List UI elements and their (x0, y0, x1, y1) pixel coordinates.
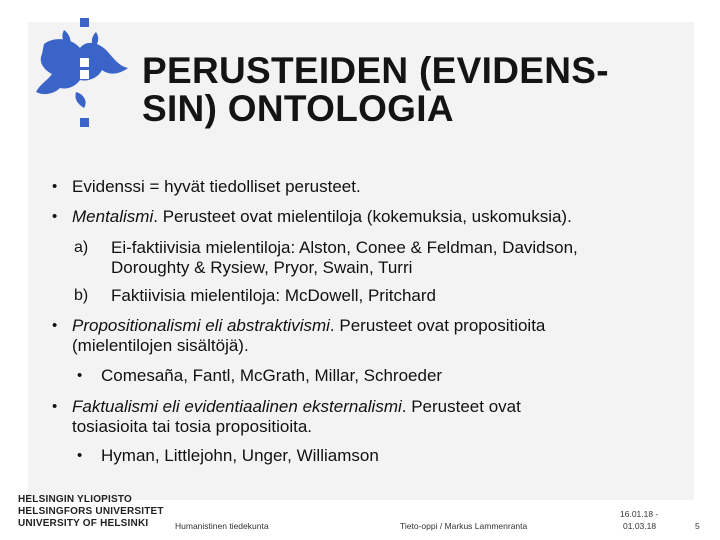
sub-marker-a: a) (74, 239, 89, 256)
sub-marker-b: b) (74, 287, 89, 304)
bullet-2-term: Mentalismi (72, 207, 154, 226)
bullet-dot: • (52, 317, 58, 334)
footer-faculty: Humanistinen tiedekunta (175, 521, 269, 531)
bullet-2-rest: . Perusteet ovat mielentiloja (kokemuksia, uskomuksia). (153, 207, 572, 226)
footer-date-line-1: 16.01.18 - (620, 509, 659, 519)
bullet-4-line-2: tosiasioita tai tosia propositioita. (72, 417, 313, 436)
bullet-4-term: Faktualismi eli evidentiaalinen eksternalismi (72, 397, 402, 416)
bullet-2-text (72, 207, 572, 227)
sub-a-line-1: Ei-faktiivisia mielentiloja: Alston, Conee & Feldman, Davidson, (111, 238, 578, 257)
helsinki-university-logo-icon (18, 494, 164, 530)
bullet-3-rest: . Perusteet ovat propositioita (329, 316, 546, 335)
bullet-3-term: Propositionalismi eli abstraktivismi (72, 316, 330, 335)
bullet-3-sub: Comesaña, Fantl, McGrath, Millar, Schroeder (101, 366, 443, 385)
flame-logo-icon (14, 10, 136, 128)
footer-date-line-2: 01.03.18 (623, 521, 657, 531)
sub-b-line-1: Faktiivisia mielentiloja: McDowell, Pritchard (111, 286, 436, 305)
footer-presenter: Tieto-oppi / Markus Lammenranta (400, 521, 528, 531)
bullet-4-rest: . Perusteet ovat (401, 397, 521, 416)
title-line-1: PERUSTEIDEN (EVIDENS- (142, 50, 609, 91)
bullet-3-text (72, 316, 545, 336)
bullet-4-sub: Hyman, Littlejohn, Unger, Williamson (101, 446, 379, 465)
sub-bullet-dot: • (77, 447, 83, 464)
bullet-dot: • (52, 178, 58, 195)
sub-bullet-dot: • (77, 367, 83, 384)
bullet-dot: • (52, 398, 58, 415)
bullet-3-line-2: (mielentilojen sisältöjä). (72, 336, 249, 355)
bullet-4-text (72, 397, 521, 417)
footer-uni-line-3: UNIVERSITY OF HELSINKI (18, 518, 149, 529)
footer-uni-line-1: HELSINGIN YLIOPISTO (18, 494, 133, 505)
slide-title (142, 52, 662, 128)
bullet-dot: • (52, 208, 58, 225)
sub-a-line-2: Doroughty & Rysiew, Pryor, Swain, Turri (111, 258, 413, 277)
bullet-1-text: Evidenssi = hyvät tiedolliset perusteet. (72, 177, 361, 196)
page-number: 5 (695, 521, 700, 531)
footer-uni-line-2: HELSINGFORS UNIVERSITET (18, 506, 164, 517)
title-line-2: SIN) ONTOLOGIA (142, 88, 454, 129)
